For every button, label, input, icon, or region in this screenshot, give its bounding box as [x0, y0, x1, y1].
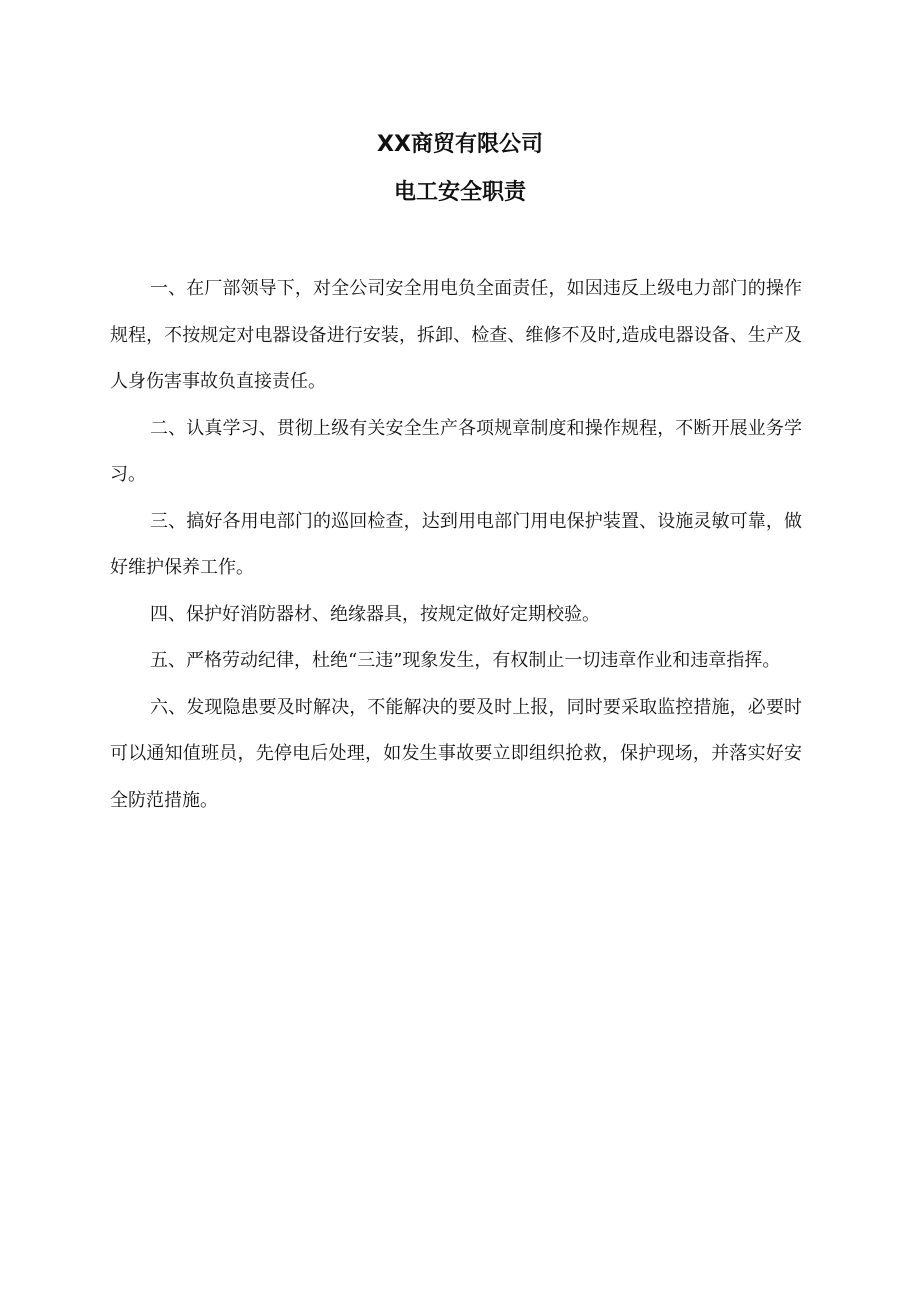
paragraph-4: 四、保护好消防器材、绝缘器具，按规定做好定期校验。	[150, 603, 600, 625]
paragraph-3: 三、搞好各用电部门的巡回检查，达到用电部门用电保护装置、设施灵敏可靠，做好维护保养工作。	[110, 510, 802, 578]
paragraph-5: 五、严格劳动纪律，杜绝“三违”现象发生，有权制止一切违章作业和违章指挥。	[150, 650, 781, 671]
document-body	[110, 266, 802, 824]
company-name: XX商贸有限公司	[377, 132, 543, 157]
paragraph-2: 二、认真学习、贯彻上级有关安全生产各项规章制度和操作规程，不断开展业务学习。	[110, 417, 802, 485]
document-title: 电工安全职责	[393, 180, 526, 205]
paragraph-6: 六、发现隐患要及时解决，不能解决的要及时上报，同时要采取监控措施，必要时可以通知值班员，先停电后处理，如发生事故要立即组织抢救，保护现场，并落实好安全防范措施。	[110, 696, 802, 811]
paragraph-1: 一、在厂部领导下，对全公司安全用电负全面责任，如因违反上级电力部门的操作规程，不按规定对电器设备进行安装，拆卸、检查、维修不及时,造成电器设备、生产及人身伤害事故负直接责任。	[110, 278, 802, 392]
